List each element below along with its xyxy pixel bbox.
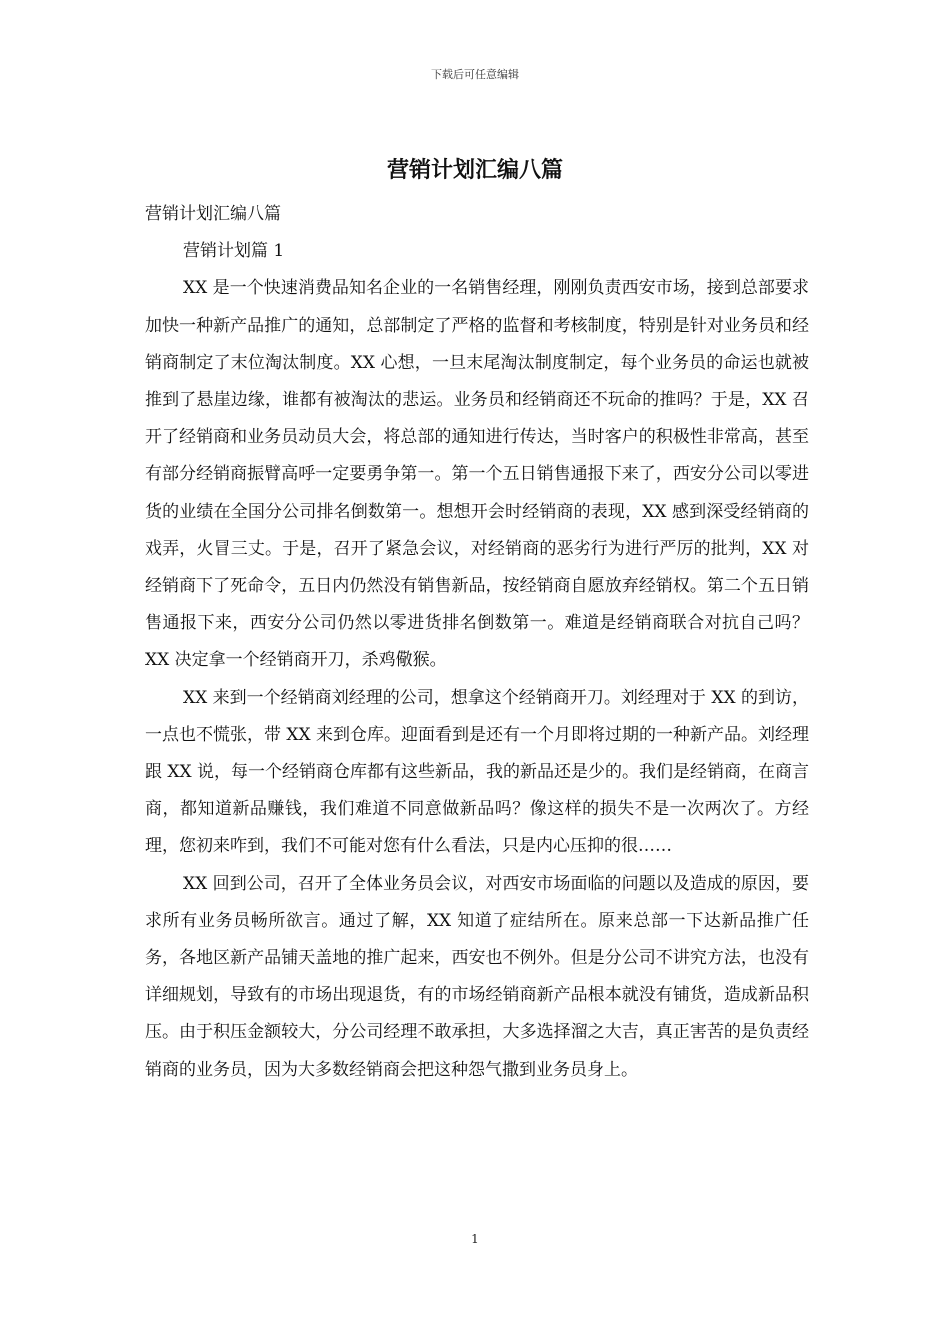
body-paragraph: XX 是一个快速消费品知名企业的一名销售经理，刚刚负责西安市场，接到总部要求加快一种新产品推广的通知，总部制定了严格的监督和考核制度，特别是针对业务员和经销商制定了末位淘汰制度。XX 心想，一旦末尾淘汰制度制定，每个业务员的命运也就被推到了悬崖边缘，谁都有被淘汰的悲运。业务员和经销商还不玩命的推吗？于是，XX 召开了经销商和业务员动员大会，将总部的通知进行传达，当时客户的积极性非常高，甚至有部分经销商振臂高呼一定要勇争第一。第一个五日销售通报下来了，西安分公司以零进货的业绩在全国分公司排名倒数第一。想想开会时经销商的表现，XX 感到深受经销商的戏弄，火冒三丈。于是，召开了紧急会议，对经销商的恶劣行为进行严厉的批判，XX 对经销商下了死命令，五日内仍然没有销售新品，按经销商自愿放弃经销权。第二个五日销售通报下来，西安分公司仍然以零进货排名倒数第一。难道是经销商联合对抗自己吗？XX 决定拿一个经销商开刀，杀鸡儆猴。	[145, 278, 809, 671]
body-paragraph: XX 回到公司，召开了全体业务员会议，对西安市场面临的问题以及造成的原因，要求所有业务员畅所欲言。通过了解，XX 知道了症结所在。原来总部一下达新品推广任务，各地区新产品铺天盖地的推广起来，西安也不例外。但是分公司不讲究方法，也没有详细规划，导致有的市场出现退货，有的市场经销商新产品根本就没有铺货，造成新品积压。由于积压金额较大，分公司经理不敢承担，大多选择溜之大吉，真正害苦的是负责经销商的业务员，因为大多数经销商会把这种怨气撒到业务员身上。	[145, 873, 809, 1080]
document-subtitle: 营销计划汇编八篇	[145, 204, 281, 224]
page-number: 1	[471, 1232, 479, 1246]
body-paragraph: XX 来到一个经销商刘经理的公司，想拿这个经销商开刀。刘经理对于 XX 的到访，一点也不慌张，带 XX 来到仓库。迎面看到是还有一个月即将过期的一种新产品。刘经理跟 XX 说，每一个经销商仓库都有这些新品，我的新品还是少的。我们是经销商，在商言商，都知道新品赚钱，我们难道不同意做新品吗？像这样的损失不是一次两次了。方经理，您初来咋到，我们不可能对您有什么看法，只是内心压抑的很……	[145, 687, 810, 857]
section-heading: 营销计划篇 1	[183, 241, 285, 262]
document-title: 营销计划汇编八篇	[386, 157, 563, 183]
page-header-note: 下载后可任意编辑	[431, 68, 519, 81]
document-body	[145, 196, 809, 1089]
